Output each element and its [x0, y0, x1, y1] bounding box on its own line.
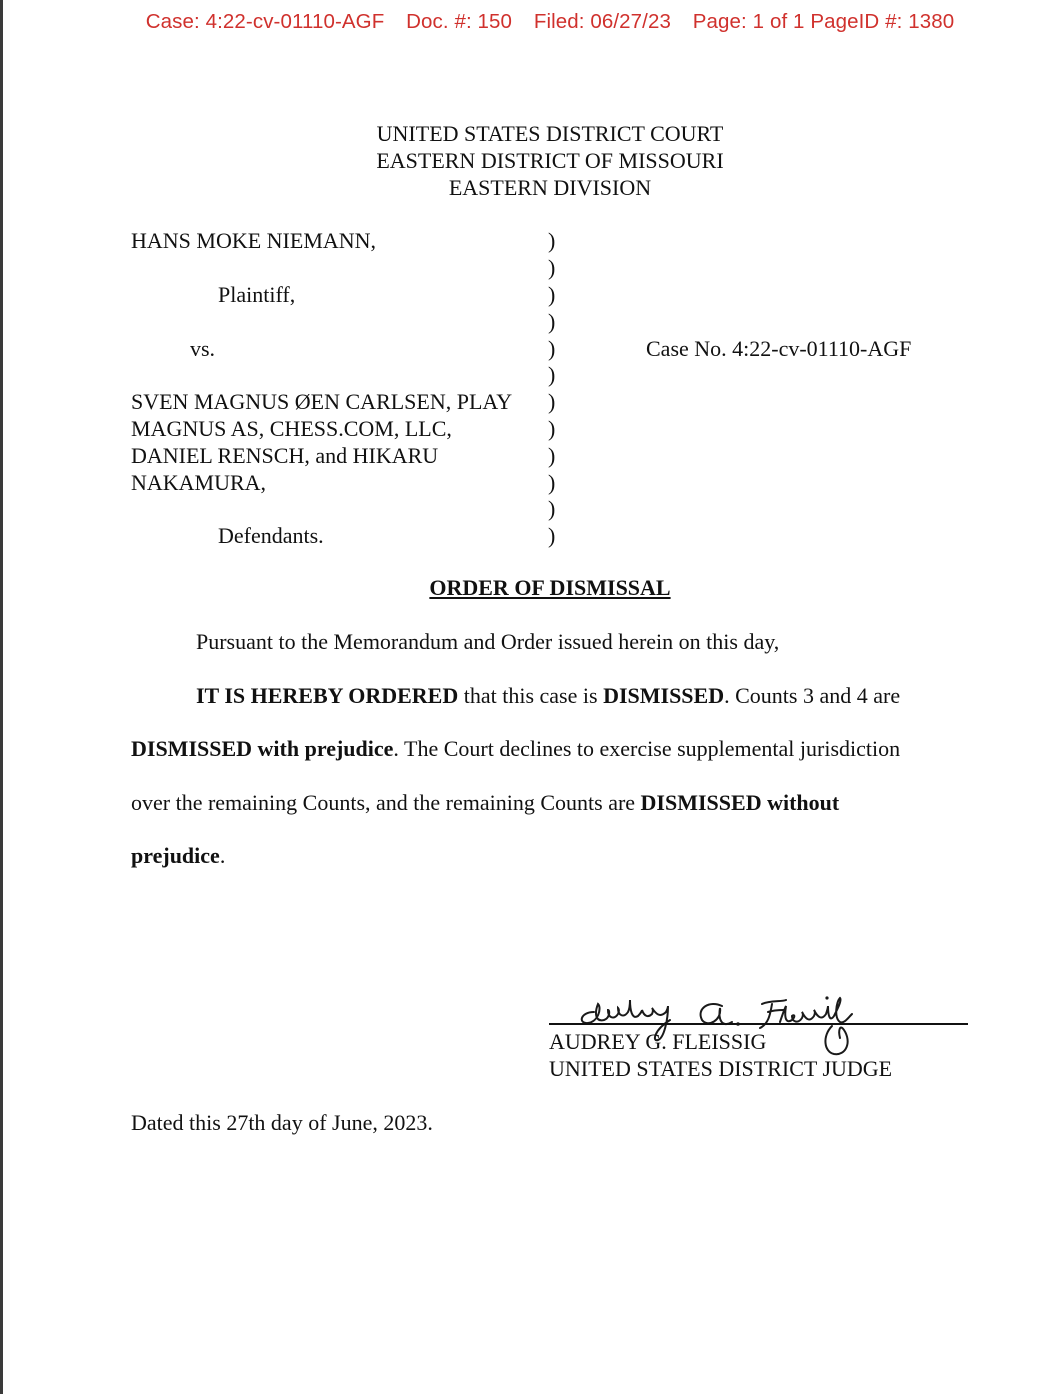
- order-text: that this case is: [458, 683, 604, 708]
- court-line-2: EASTERN DISTRICT OF MISSOURI: [376, 148, 724, 173]
- defendants-line-1: SVEN MAGNUS ØEN CARLSEN, PLAY: [131, 389, 513, 414]
- caption-paren: ): [548, 282, 556, 307]
- page-edge: [0, 0, 3, 1394]
- caption-paren: ): [548, 362, 556, 387]
- plaintiff-name: HANS MOKE NIEMANN,: [131, 228, 377, 253]
- caption-paren: ): [548, 496, 556, 521]
- order-line-3: [131, 790, 839, 816]
- court-line-1: UNITED STATES DISTRICT COURT: [376, 121, 724, 146]
- judge-title: UNITED STATES DISTRICT JUDGE: [549, 1056, 893, 1081]
- stamp-filed: Filed: 06/27/23: [533, 10, 671, 33]
- signature-line: [549, 1023, 968, 1025]
- order-text: . Counts 3 and 4 are: [724, 683, 901, 708]
- case-number: Case No. 4:22-cv-01110-AGF: [646, 336, 912, 361]
- caption-paren: ): [548, 470, 556, 495]
- with-prejudice-phrase: DISMISSED with prejudice: [131, 736, 394, 761]
- caption-paren: ): [548, 389, 556, 414]
- dated-line: Dated this 27th day of June, 2023.: [131, 1110, 433, 1135]
- stamp-doc: Doc. #: 150: [406, 10, 513, 33]
- caption-paren: ): [548, 416, 556, 441]
- without-prejudice-phrase: DISMISSED without: [640, 790, 840, 815]
- defendants-line-4: NAKAMURA,: [131, 470, 267, 495]
- order-line-4: [131, 843, 225, 869]
- stamp-page: Page: 1 of 1 PageID #: 1380: [692, 10, 955, 33]
- order-text: over the remaining Counts, and the remaining Counts are: [131, 790, 641, 815]
- defendants-line-3: DANIEL RENSCH, and HIKARU: [131, 443, 439, 468]
- order-text: .: [219, 843, 226, 868]
- order-title: ORDER OF DISMISSAL: [429, 575, 671, 600]
- judge-name: AUDREY G. FLEISSIG: [549, 1029, 767, 1054]
- order-line-1: [196, 683, 900, 709]
- ordered-phrase: IT IS HEREBY ORDERED: [196, 683, 459, 708]
- prejudice-word: prejudice: [131, 843, 220, 868]
- defendant-role: Defendants.: [218, 523, 324, 548]
- order-line-2: [131, 736, 900, 762]
- court-line-3: EASTERN DIVISION: [448, 175, 652, 200]
- defendants-line-2: MAGNUS AS, CHESS.COM, LLC,: [131, 416, 452, 441]
- versus-label: vs.: [190, 336, 216, 361]
- filing-header-stamp: [0, 10, 1041, 34]
- caption-paren: ): [548, 255, 556, 280]
- stamp-case: Case: 4:22-cv-01110-AGF: [145, 10, 385, 33]
- caption-paren: ): [548, 228, 556, 253]
- caption-paren: ): [548, 523, 556, 548]
- caption-paren: ): [548, 309, 556, 334]
- order-paragraph-1: Pursuant to the Memorandum and Order issued herein on this day,: [196, 629, 780, 654]
- plaintiff-role: Plaintiff,: [218, 282, 296, 307]
- dismissed-phrase: DISMISSED: [603, 683, 725, 708]
- order-text: . The Court declines to exercise supplemental jurisdiction: [393, 736, 901, 761]
- caption-paren: ): [548, 443, 556, 468]
- court-heading: [0, 120, 1041, 201]
- caption-paren: ): [548, 336, 556, 361]
